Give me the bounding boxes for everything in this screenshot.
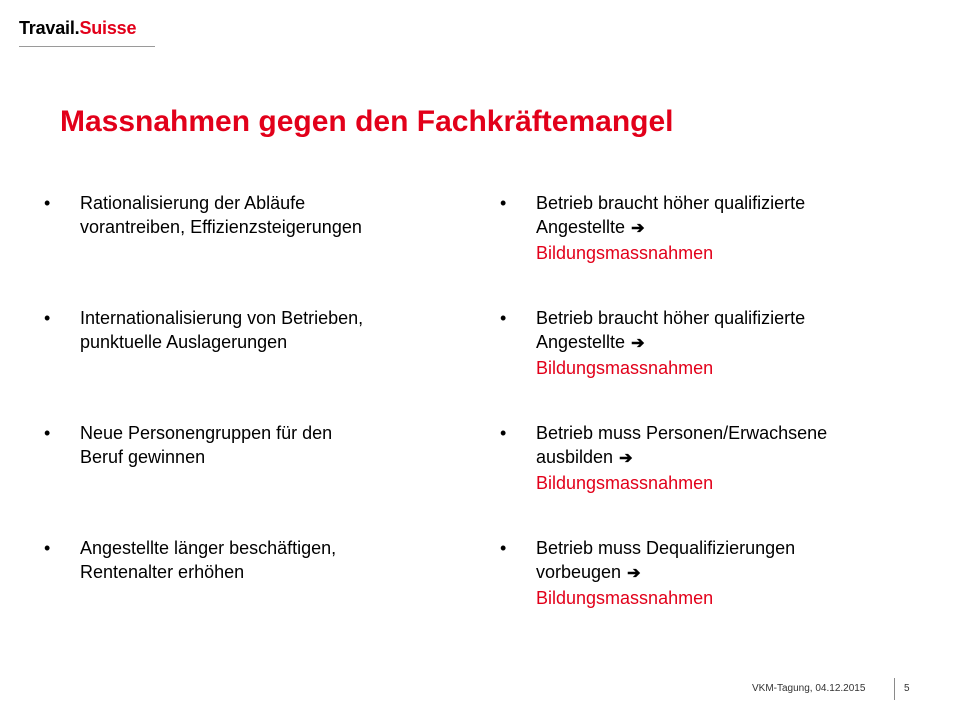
consequence-item (500, 306, 940, 421)
bullet-icon: • (44, 308, 51, 328)
logo-divider (19, 46, 155, 47)
measure-item (44, 306, 464, 421)
measure-item (44, 421, 464, 536)
arrow-right-icon: ➔ (619, 450, 633, 467)
arrow-right-icon: ➔ (631, 220, 645, 237)
bullet-icon: • (44, 193, 51, 213)
measure-item (44, 536, 464, 651)
slide-title: Massnahmen gegen den Fachkräftemangel (60, 105, 674, 138)
measure-item (44, 191, 464, 306)
consequence-line: Betrieb muss Dequalifizierungen (536, 538, 796, 558)
measure-line: Beruf gewinnen (80, 447, 206, 467)
footer-divider (894, 678, 895, 700)
consequence-line: Betrieb braucht höher qualifizierte (536, 308, 806, 328)
consequence-item (500, 421, 940, 536)
measure-line: Rentenalter erhöhen (80, 562, 245, 582)
measure-line: Rationalisierung der Abläufe (80, 193, 306, 213)
measures-list (44, 191, 464, 651)
logo-text-suisse: Suisse (79, 18, 137, 38)
consequence-line: Angestellte (536, 332, 626, 352)
bullet-icon: • (44, 423, 51, 443)
consequence-result: Bildungsmassnahmen (536, 358, 714, 378)
measure-line: Neue Personengruppen für den (80, 423, 333, 443)
measure-line: vorantreiben, Effizienzsteigerungen (80, 217, 362, 237)
bullet-icon: • (500, 193, 507, 213)
consequence-line: ausbilden (536, 447, 614, 467)
consequence-result: Bildungsmassnahmen (536, 243, 714, 263)
arrow-right-icon: ➔ (631, 335, 645, 352)
bullet-icon: • (500, 538, 507, 558)
consequence-result: Bildungsmassnahmen (536, 588, 714, 608)
measure-line: punktuelle Auslagerungen (80, 332, 288, 352)
consequence-line: Betrieb muss Personen/Erwachsene (536, 423, 828, 443)
consequence-line: Angestellte (536, 217, 626, 237)
consequences-list (500, 191, 940, 651)
consequence-line: Betrieb braucht höher qualifizierte (536, 193, 806, 213)
page-number: 5 (904, 683, 910, 694)
consequence-item (500, 536, 940, 651)
measure-line: Internationalisierung von Betrieben, (80, 308, 364, 328)
measure-line: Angestellte länger beschäftigen, (80, 538, 337, 558)
consequence-item (500, 191, 940, 306)
consequence-result: Bildungsmassnahmen (536, 473, 714, 493)
logo-text-travail: Travail. (19, 18, 80, 38)
bullet-icon: • (44, 538, 51, 558)
consequence-line: vorbeugen (536, 562, 622, 582)
logo (19, 16, 136, 40)
footer-event-date: VKM-Tagung, 04.12.2015 (752, 683, 866, 694)
arrow-right-icon: ➔ (627, 565, 641, 582)
bullet-icon: • (500, 308, 507, 328)
bullet-icon: • (500, 423, 507, 443)
